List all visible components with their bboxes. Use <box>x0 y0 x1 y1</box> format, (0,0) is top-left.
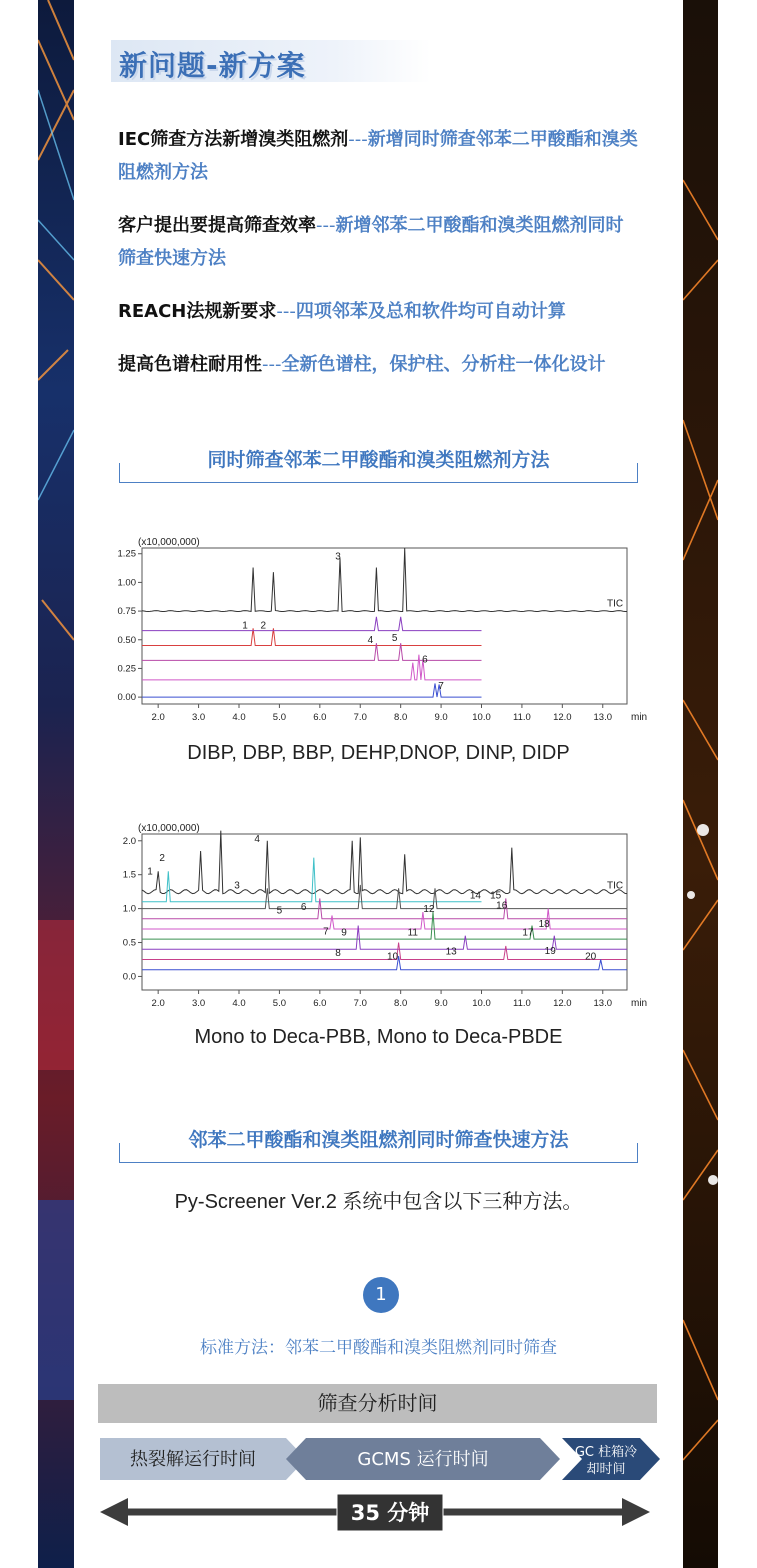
peak-label: 15 <box>490 890 502 902</box>
peak-label: 17 <box>522 927 534 939</box>
peak-label: 3 <box>234 880 240 892</box>
section-title-1: 同时筛查邻苯二甲酸酯和溴类阻燃剂方法 <box>195 445 561 472</box>
issue-separator: --- <box>348 129 368 150</box>
x-tick-label: 7.0 <box>353 712 367 723</box>
issue-value: 新增邻苯二甲酸酯和溴类阻燃剂同时筛查快速方法 <box>118 215 624 269</box>
y-multiplier-label: (x10,000,000) <box>138 823 200 834</box>
x-tick-label: 10.0 <box>472 712 491 723</box>
peak-label: 3 <box>335 551 341 563</box>
y-tick-label: 0.0 <box>122 971 136 983</box>
x-unit-label: min <box>631 712 648 723</box>
peak-label: 7 <box>323 926 329 938</box>
issue-value: 全新色谱柱，保护柱、分析柱一体化设计 <box>281 354 606 375</box>
y-tick-label: 0.50 <box>117 634 136 646</box>
x-tick-label: 13.0 <box>593 712 612 723</box>
x-tick-label: 12.0 <box>553 998 572 1009</box>
trace-line-3 <box>142 617 482 631</box>
left-strip-lights <box>38 0 74 1568</box>
x-tick-label: 6.0 <box>313 998 327 1009</box>
issue-value: 四项邻苯及总和软件均可自动计算 <box>295 301 566 322</box>
timeline-diagram <box>98 1436 663 1540</box>
peak-label: 10 <box>387 951 399 963</box>
peak-label: 6 <box>422 654 428 666</box>
x-tick-label: 2.0 <box>151 998 165 1009</box>
x-tick-label: 5.0 <box>272 712 287 723</box>
issue-separator: --- <box>262 354 282 375</box>
screening-time-band: 筛查分析时间 <box>98 1384 657 1423</box>
peak-label: 4 <box>254 834 260 846</box>
trace-line-9 <box>142 956 627 970</box>
issue-separator: --- <box>316 215 336 236</box>
chart-caption-2: Mono to Deca-PBB, Mono to Deca-PBDE <box>194 1026 563 1048</box>
step-cooling-label-line1: GC 柱箱冷 <box>574 1445 638 1460</box>
peak-label: 4 <box>367 635 374 647</box>
x-tick-label: 8.0 <box>394 712 408 723</box>
issue-item-2 <box>118 209 638 275</box>
peak-label: 2 <box>260 620 267 632</box>
tic-label: TIC <box>607 880 624 892</box>
section-title-frame-1 <box>119 449 638 483</box>
y-tick-label: 0.25 <box>117 663 136 675</box>
peak-label: 13 <box>445 946 457 958</box>
trace-line-3 <box>142 885 627 909</box>
y-tick-label: 0.75 <box>117 606 136 618</box>
chromatogram-brominated <box>112 820 652 1010</box>
x-tick-label: 2.0 <box>151 712 165 723</box>
x-tick-label: 8.0 <box>394 998 408 1009</box>
duration-arrow-left-head <box>100 1498 128 1526</box>
method-title: 标准方法：邻苯二甲酸酯和溴类阻燃剂同时筛查 <box>200 1338 557 1358</box>
peak-label: 1 <box>147 866 153 878</box>
x-tick-label: 9.0 <box>434 712 448 723</box>
y-tick-label: 0.5 <box>122 937 136 949</box>
peak-label: 1 <box>242 620 248 632</box>
section-title-2: 邻苯二甲酸酯和溴类阻燃剂同时筛查快速方法 <box>176 1125 580 1152</box>
section-header-banner <box>111 40 431 82</box>
duration-total: 35 分钟 <box>350 1501 430 1525</box>
issue-key: IEC筛查方法新增溴类阻燃剂 <box>118 129 349 150</box>
plot-frame <box>142 834 627 990</box>
peak-label: 16 <box>496 900 508 912</box>
peak-label: 8 <box>335 948 341 960</box>
chart-caption-1: DIBP, DBP, BBP, DEHP,DNOP, DINP, DIDP <box>187 742 570 764</box>
issue-item-4 <box>118 348 638 381</box>
issue-value: 新增同时筛查邻苯二甲酸酯和溴类阻燃剂方法 <box>118 129 638 183</box>
x-tick-label: 6.0 <box>313 712 327 723</box>
section-description: Py-Screener Ver.2 系统中包含以下三种方法。 <box>174 1191 583 1213</box>
y-tick-label: 0.00 <box>117 692 136 704</box>
peak-label: 5 <box>276 905 283 917</box>
issue-key: REACH法规新要求 <box>118 301 277 322</box>
peak-label: 19 <box>544 946 556 958</box>
y-tick-label: 1.0 <box>122 903 136 915</box>
x-tick-label: 5.0 <box>272 998 287 1009</box>
peak-label: 7 <box>438 681 444 693</box>
peak-label: 12 <box>423 904 435 915</box>
trace-line-6 <box>142 912 627 939</box>
y-tick-label: 1.25 <box>117 548 136 560</box>
peak-label: 6 <box>300 901 307 913</box>
duration-arrow-right-head <box>622 1498 650 1526</box>
x-tick-label: 4.0 <box>232 998 246 1009</box>
x-tick-label: 9.0 <box>434 998 448 1009</box>
peak-label: 11 <box>407 927 418 939</box>
left-decorative-strip <box>38 0 74 1568</box>
y-tick-label: 1.00 <box>117 577 136 589</box>
peak-label: 20 <box>585 951 597 963</box>
peak-label: 9 <box>341 927 347 939</box>
trace-line-5 <box>142 655 482 680</box>
method-number-badge: 1 <box>363 1277 399 1313</box>
issue-item-1 <box>118 123 638 189</box>
y-tick-label: 1.5 <box>122 869 136 881</box>
issue-separator: --- <box>276 301 296 322</box>
right-decorative-strip <box>683 0 718 1568</box>
trace-line-2 <box>142 858 482 902</box>
chromatogram-phthalates <box>112 534 652 724</box>
section-header-title: 新问题-新方案 <box>119 49 306 82</box>
x-tick-label: 11.0 <box>513 998 531 1009</box>
section-title-frame-2 <box>119 1129 638 1163</box>
peak-label: 5 <box>391 632 398 644</box>
x-tick-label: 12.0 <box>553 712 572 723</box>
x-tick-label: 3.0 <box>191 998 206 1009</box>
plot-frame <box>142 548 627 704</box>
trace-line-1 <box>142 831 627 894</box>
issue-item-3 <box>118 295 638 328</box>
right-strip-sparks <box>683 0 718 1568</box>
peak-label: 18 <box>538 918 550 930</box>
x-tick-label: 10.0 <box>472 998 491 1009</box>
x-tick-label: 4.0 <box>232 712 246 723</box>
y-multiplier-label: (x10,000,000) <box>138 537 200 548</box>
x-tick-label: 11.0 <box>513 712 531 723</box>
issue-key: 提高色谱柱耐用性 <box>118 354 262 375</box>
trace-line-1 <box>142 548 627 612</box>
x-tick-label: 3.0 <box>191 712 206 723</box>
step-cooling-label-line2: 却时间 <box>586 1462 626 1477</box>
y-tick-label: 2.0 <box>122 835 136 847</box>
peak-label: 2 <box>159 853 165 865</box>
trace-line-6 <box>142 683 482 697</box>
x-tick-label: 13.0 <box>593 998 612 1009</box>
x-tick-label: 7.0 <box>353 998 367 1009</box>
issue-key: 客户提出要提高筛查效率 <box>118 215 316 236</box>
tic-label: TIC <box>607 598 624 610</box>
step-gcms-label: GCMS 运行时间 <box>357 1449 489 1470</box>
x-unit-label: min <box>631 998 648 1009</box>
peak-label: 14 <box>469 890 481 902</box>
step-pyrolysis-label: 热裂解运行时间 <box>130 1449 256 1470</box>
